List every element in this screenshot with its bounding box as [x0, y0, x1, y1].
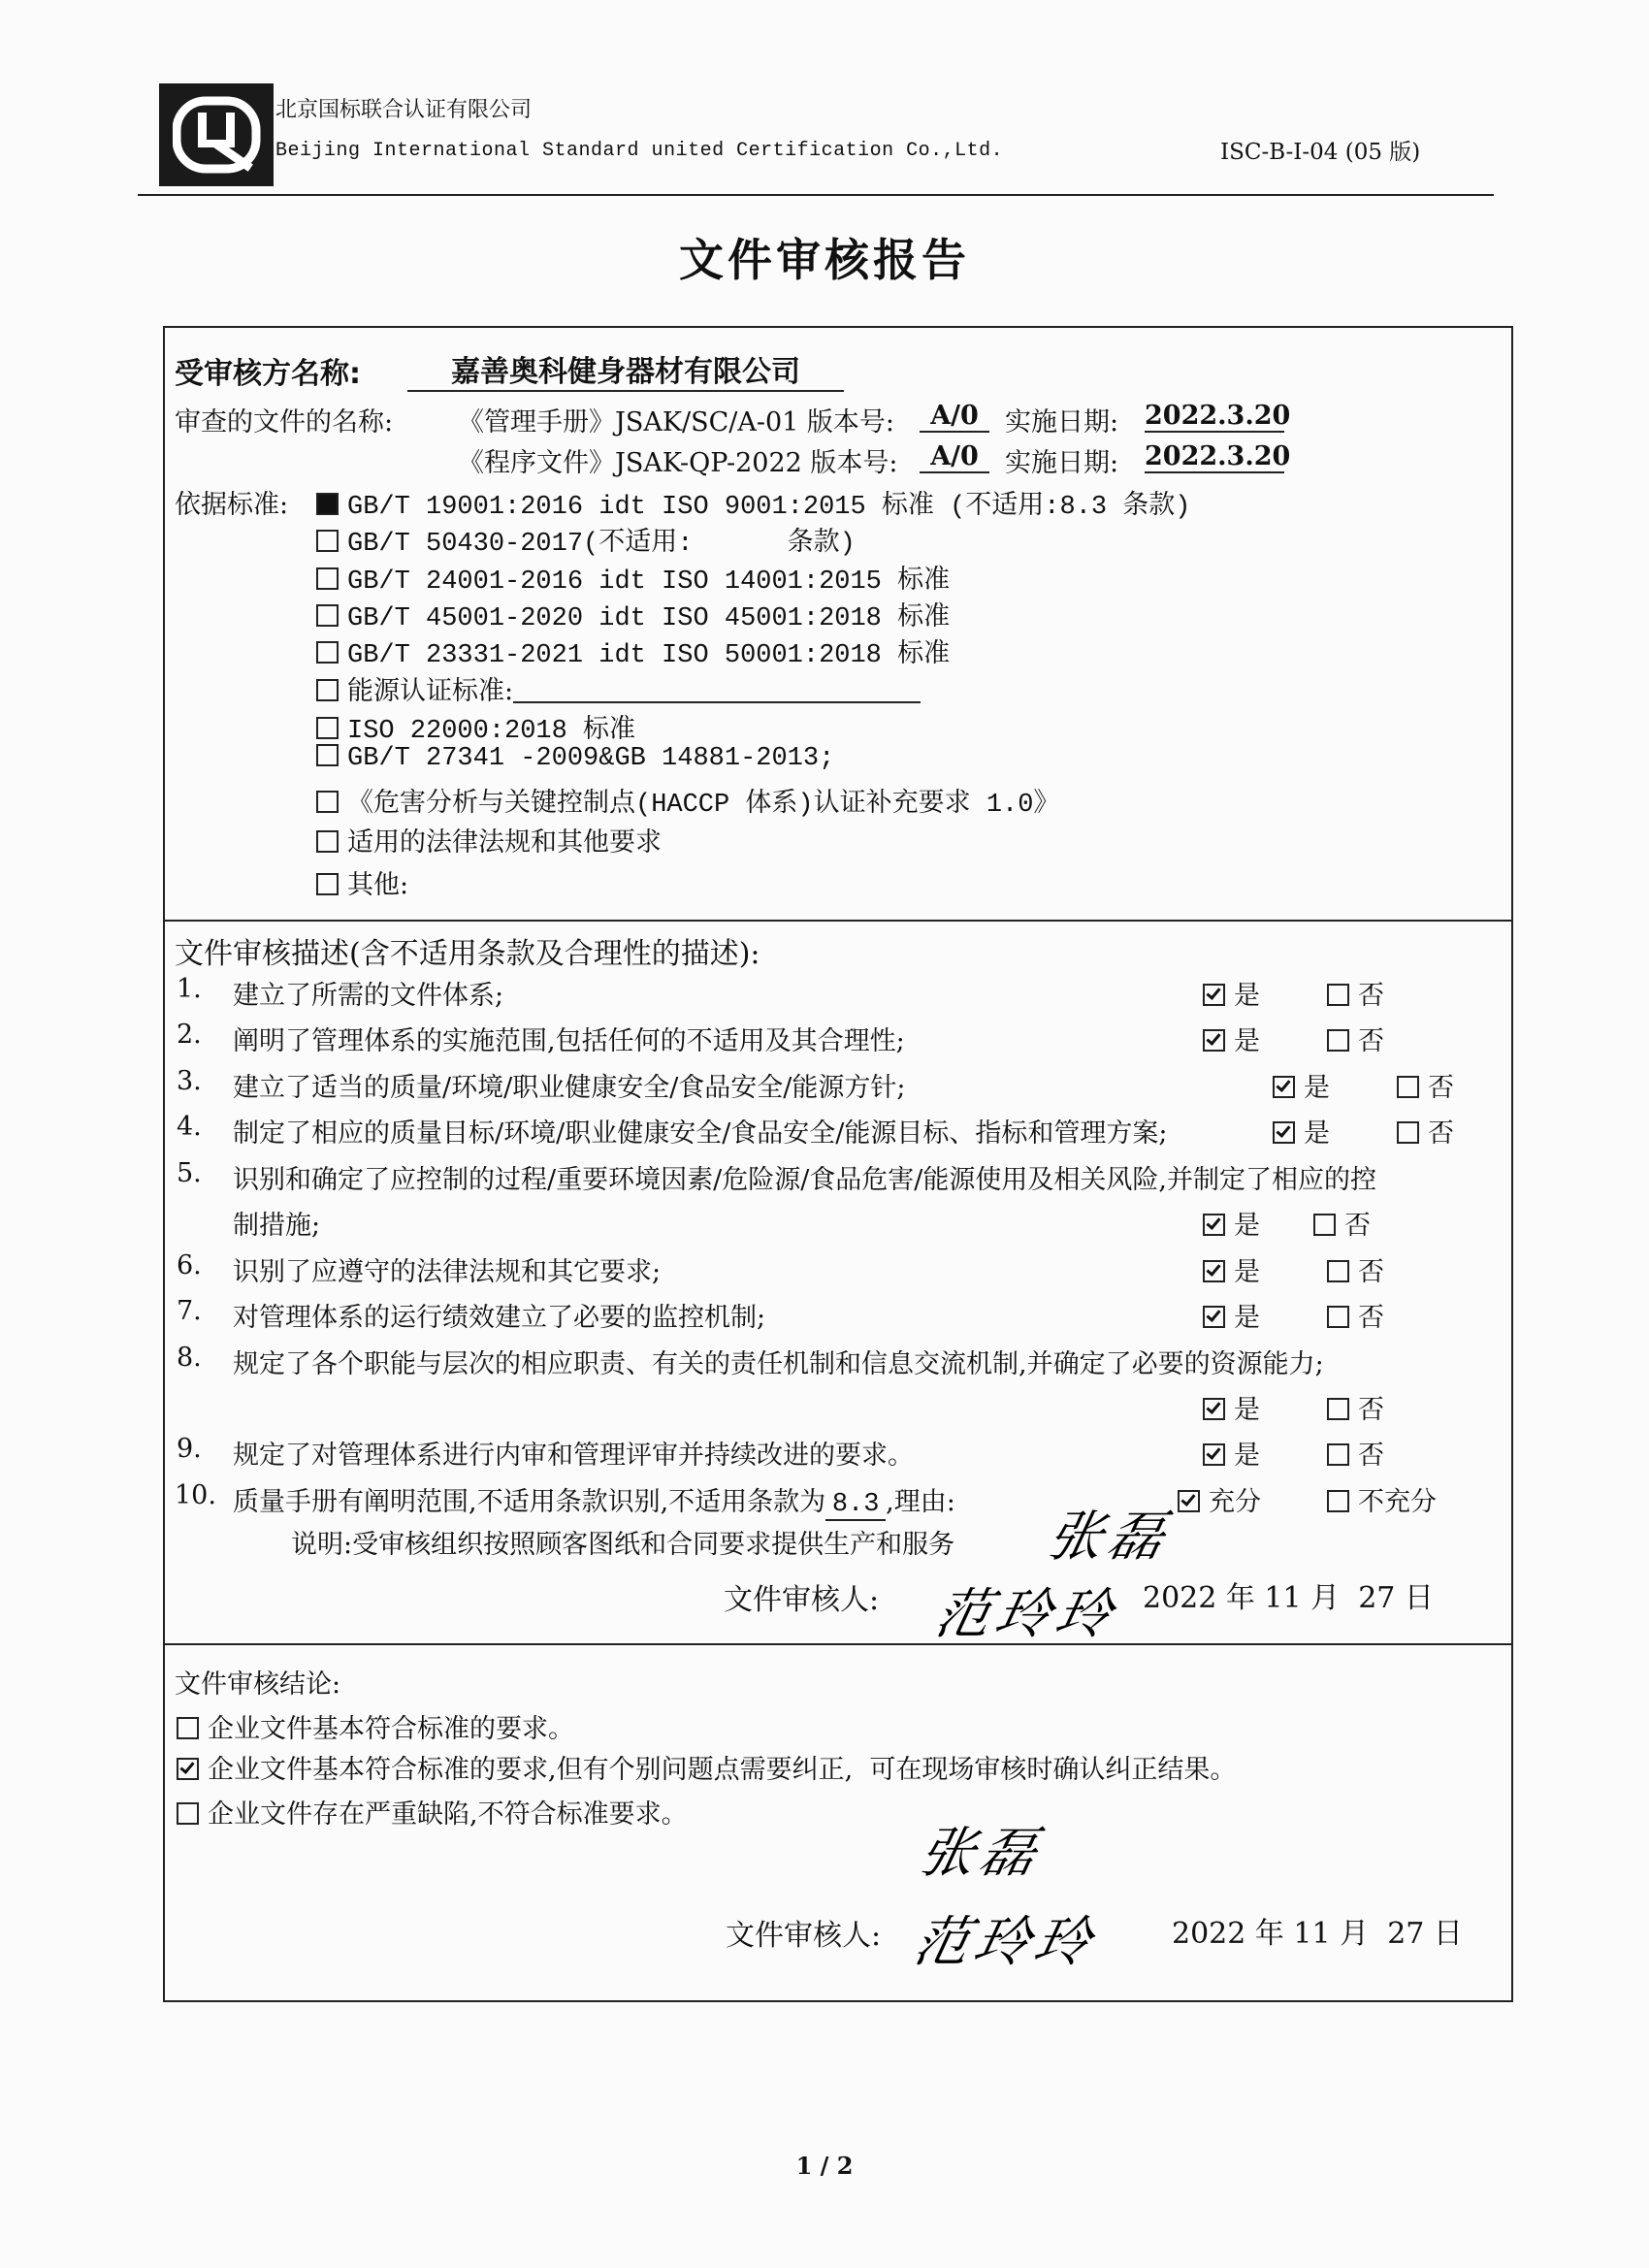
documents-label: 审查的文件的名称: — [175, 407, 394, 437]
document-date-label: 实施日期: — [1005, 448, 1119, 478]
checkbox[interactable] — [316, 744, 339, 766]
signature-reviewer-2: 范玲玲 — [929, 1583, 1123, 1646]
no-option[interactable]: 否 — [1327, 1296, 1384, 1334]
standard-option[interactable]: 适用的法律法规和其他要求 — [316, 821, 662, 859]
checkbox[interactable] — [316, 530, 339, 552]
checkbox[interactable] — [316, 641, 339, 664]
checkbox[interactable] — [316, 791, 339, 813]
standard-option[interactable]: 《危害分析与关键控制点(HACCP 体系)认证补充要求 1.0》 — [316, 781, 1059, 820]
yes-option[interactable]: 是 — [1273, 1066, 1330, 1104]
page-number: 1 / 2 — [795, 2152, 854, 2180]
signature-conclusion-2: 范玲玲 — [908, 1911, 1102, 1974]
conclusion-option[interactable]: 企业文件基本符合标准的要求。 — [177, 1707, 574, 1745]
no-option[interactable]: 否 — [1327, 1250, 1384, 1288]
checkbox[interactable] — [1397, 1076, 1419, 1098]
signature-conclusion-1: 张磊 — [914, 1822, 1048, 1885]
standard-option[interactable]: GB/T 50430-2017(不适用: 条款) — [316, 520, 856, 559]
checkbox[interactable] — [1327, 1260, 1349, 1282]
yes-option[interactable]: 是 — [1203, 1250, 1260, 1288]
checkbox[interactable] — [1397, 1121, 1419, 1144]
company-name-en: Beijing International Standard united Certification Co.,Ltd. — [275, 140, 1004, 162]
checkbox[interactable] — [316, 830, 339, 853]
no-option[interactable]: 否 — [1327, 1020, 1384, 1057]
standard-option[interactable]: ISO 22000:2018 标准 — [316, 707, 635, 746]
conclusion-reviewer-label: 文件审核人: — [726, 1919, 882, 1953]
checkbox[interactable] — [1327, 1029, 1349, 1052]
yes-option[interactable]: 是 — [1203, 1388, 1260, 1426]
checkbox-checked[interactable] — [1203, 1398, 1225, 1420]
standard-option[interactable]: GB/T 24001-2016 idt ISO 14001:2015 标准 — [316, 558, 950, 597]
reviewer-label: 文件审核人: — [724, 1583, 880, 1617]
yes-option[interactable]: 是 — [1203, 1020, 1260, 1057]
checkbox[interactable] — [316, 567, 339, 590]
checkbox[interactable] — [177, 1717, 199, 1739]
checkbox[interactable] — [1327, 1306, 1349, 1328]
checkbox-checked[interactable] — [1273, 1121, 1295, 1144]
no-option[interactable]: 否 — [1397, 1112, 1454, 1150]
no-option[interactable]: 否 — [1327, 1388, 1384, 1426]
checkbox-checked[interactable] — [1178, 1490, 1200, 1512]
standard-option[interactable]: 能源认证标准: — [316, 669, 921, 707]
conclusion-date: 2022 年 11 月 27 日 — [1172, 1917, 1463, 1951]
document-date-label: 实施日期: — [1005, 407, 1119, 437]
insufficient-option[interactable]: 不充分 — [1327, 1480, 1437, 1518]
checkbox[interactable] — [1327, 984, 1349, 1006]
checkbox-checked[interactable] — [1203, 1306, 1225, 1328]
review-heading: 文件审核描述(含不适用条款及合理性的描述): — [175, 937, 760, 971]
checkbox[interactable] — [1327, 1490, 1349, 1512]
header-divider — [138, 194, 1494, 196]
conclusion-heading: 文件审核结论: — [175, 1669, 341, 1700]
energy-standard-blank[interactable] — [513, 676, 921, 703]
yes-option[interactable]: 是 — [1203, 974, 1260, 1012]
checkbox[interactable] — [1313, 1214, 1336, 1236]
auditee-label: 受审核方名称: — [175, 357, 361, 391]
document-version: A/0 — [920, 401, 989, 433]
checkbox-checked[interactable] — [1203, 1029, 1225, 1052]
checkbox[interactable] — [1327, 1398, 1349, 1420]
document-date: 2022.3.20 — [1145, 441, 1291, 471]
standard-option[interactable]: GB/T 27341 -2009&GB 14881-2013; — [316, 744, 834, 773]
signature-reviewer-1: 张磊 — [1042, 1506, 1176, 1569]
standard-option[interactable]: GB/T 45001-2020 idt ISO 45001:2018 标准 — [316, 595, 950, 633]
no-option[interactable]: 否 — [1327, 974, 1384, 1012]
checkbox-checked[interactable] — [316, 493, 339, 515]
auditee-name: 嘉善奥科健身器材有限公司 — [407, 347, 844, 392]
section-divider — [163, 1643, 1513, 1645]
company-logo — [159, 83, 274, 186]
checkbox[interactable] — [1327, 1443, 1349, 1466]
document-date: 2022.3.20 — [1145, 401, 1291, 431]
review-date: 2022 年 11 月 27 日 — [1143, 1581, 1434, 1615]
checkbox-checked[interactable] — [177, 1758, 199, 1780]
non-applicable-clause: 8.3 — [825, 1490, 886, 1521]
checkbox-checked[interactable] — [1203, 1260, 1225, 1282]
document-version: A/0 — [920, 441, 989, 473]
standard-option[interactable]: 其他: — [316, 863, 408, 901]
yes-option[interactable]: 是 — [1203, 1296, 1260, 1334]
standard-option[interactable]: GB/T 23331-2021 idt ISO 50001:2018 标准 — [316, 632, 950, 670]
yes-option[interactable]: 是 — [1273, 1112, 1330, 1150]
document-title: 文件审核报告 — [679, 234, 970, 286]
checkbox-checked[interactable] — [1273, 1076, 1295, 1098]
checkbox[interactable] — [316, 873, 339, 895]
checkbox[interactable] — [316, 717, 339, 739]
checkbox[interactable] — [316, 604, 339, 627]
standard-option[interactable]: GB/T 19001:2016 idt ISO 9001:2015 标准 (不适用:8.3 条款) — [316, 483, 1191, 522]
no-option[interactable]: 否 — [1313, 1204, 1371, 1242]
conclusion-option[interactable]: 企业文件基本符合标准的要求,但有个别问题点需要纠正, 可在现场审核时确认纠正结果。 — [177, 1748, 1236, 1786]
company-name-cn: 北京国标联合认证有限公司 — [275, 98, 533, 122]
no-option[interactable]: 否 — [1397, 1066, 1454, 1104]
form-code: ISC-B-I-04 (05 版) — [1220, 140, 1421, 165]
section-divider — [163, 920, 1513, 922]
checkbox[interactable] — [316, 679, 339, 701]
checkbox-checked[interactable] — [1203, 984, 1225, 1006]
checkbox-checked[interactable] — [1203, 1443, 1225, 1466]
checkbox[interactable] — [177, 1802, 199, 1825]
document-name: 《管理手册》JSAK/SC/A-01 版本号: — [458, 407, 894, 437]
yes-option[interactable]: 是 — [1203, 1434, 1260, 1472]
checkbox-checked[interactable] — [1203, 1214, 1225, 1236]
review-note: 说明:受审核组织按照顾客图纸和合同要求提供生产和服务 — [291, 1530, 955, 1560]
standards-label: 依据标准: — [175, 490, 289, 520]
conclusion-option[interactable]: 企业文件存在严重缺陷,不符合标准要求。 — [177, 1793, 688, 1831]
sufficient-option[interactable]: 充分 — [1178, 1480, 1261, 1518]
no-option[interactable]: 否 — [1327, 1434, 1384, 1472]
document-name: 《程序文件》JSAK-QP-2022 版本号: — [458, 448, 898, 478]
yes-option[interactable]: 是 — [1203, 1204, 1260, 1242]
